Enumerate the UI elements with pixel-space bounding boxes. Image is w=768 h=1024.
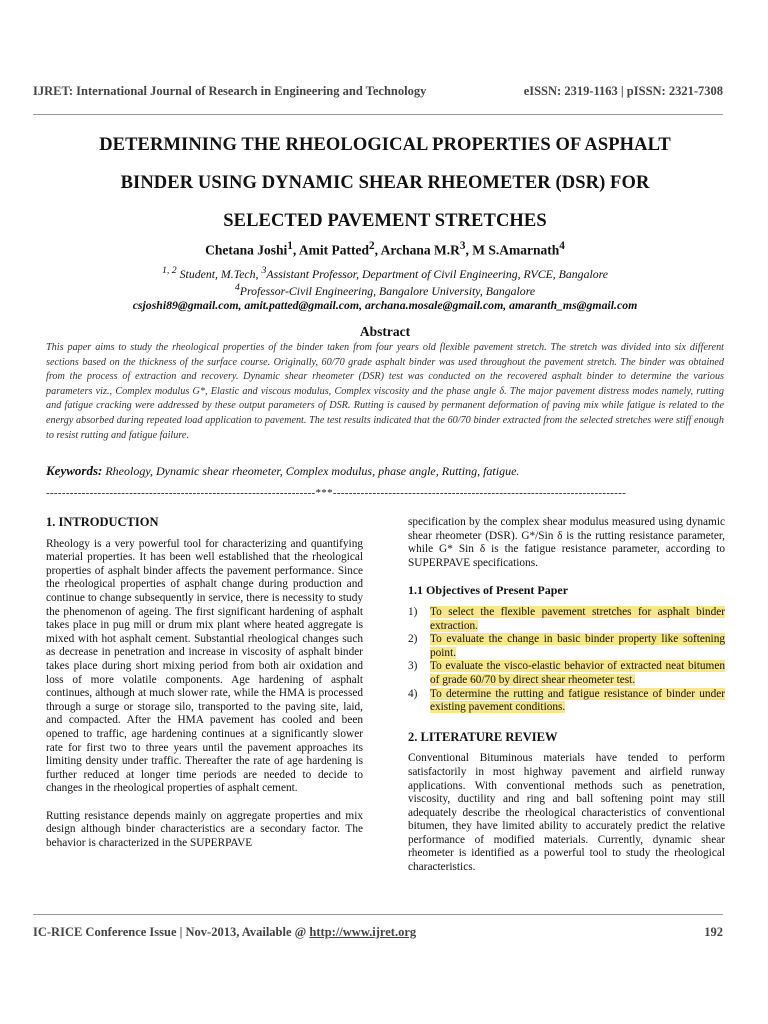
footer-rule [33, 914, 723, 915]
literature-heading: 2. LITERATURE REVIEW [408, 729, 558, 744]
footer-text: IC-RICE Conference Issue | Nov-2013, Available @ http://www.ijret.org [33, 925, 417, 939]
journal-name: IJRET: International Journal of Research in Engineering and Technology [33, 84, 427, 98]
abstract-text: This paper aims to study the rheological properties of the binder taken from four years old flexible pavement stretch. The stretch was divided into six different sections based on the thickness of the surface course. Originally, 60/70 grade asphalt binder was used throughout the pavement stretch. The binder was obtained from the process of extraction and recovery. Dynamic shear rheometer (DSR) test was conducted on the recovered asphalt binder to determine the various parameters viz., Complex modulus G*, Elastic and viscous modulus, Complex viscosity and the phase angle δ. The major pavement distress modes namely, rutting and fatigue cracking were addressed by these output parameters of DSR. Rutting is caused by permanent deformation of paving mix while fatigue is related to the energy absorbed during repeated load application to pavement. The test results indicated that the 60/70 binder extracted from the selected stretches were stiff enough to resist rutting and fatigue failure. [46, 342, 724, 441]
intro-paragraph-3: specification by the complex shear modulus measured using dynamic shear rheometer (DSR). G*/Sin δ is the rutting resistance parameter, while G* Sin δ is the fatigue resistance parameter, according to SUPERPAVE specifications. [408, 516, 725, 569]
author-4: M S.Amarnath [472, 242, 560, 258]
issn: eISSN: 2319-1163 | pISSN: 2321-7308 [523, 84, 723, 98]
objectives-heading: 1.1 Objectives of Present Paper [408, 583, 569, 598]
keywords-text: Rheology, Dynamic shear rheometer, Complex modulus, phase angle, Rutting, fatigue. [102, 464, 520, 478]
abstract-heading: Abstract [359, 324, 411, 339]
left-column [46, 516, 363, 865]
author-list: Chetana Joshi$^1$, Amit Patted$^2$, Archana $M.R^3$, M S.Amarnath$^4$ [205, 240, 565, 258]
author-3: Archana M.R [380, 242, 460, 258]
literature-paragraph-1: Conventional Bituminous materials have tended to perform satisfactorily in most highway pavement and airfield runway applications. With conventional methods such as penetration, viscosity, ductility and ring and ball softening point may still adequately describe the rheological characteristics of conventional bitumen, they have limited ability to accurately predict the relative performance of modified materials. Currently, dynamic shear rheometer is identified as a powerful tool to study the rheological characteristics. [408, 752, 725, 874]
objective-item: 2) To evaluate the change in basic binder property like softening point. [408, 633, 725, 659]
right-column [408, 516, 725, 889]
title-line-3: SELECTED PAVEMENT STRETCHES [223, 211, 547, 231]
author-2: Amit Patted [298, 242, 369, 258]
section-separator: --------------------------------------------------------------------***-------------------------------------------------------------------------- [46, 487, 627, 499]
affiliation-line-1: $^{1, 2}$ Student, M.Tech, $^3$Assistant Professor, Department of Civil Engineering, RVCE, Bangalore [161, 265, 609, 281]
objective-item: 4) To determine the rutting and fatigue resistance of binder under existing pavement conditions. [408, 687, 725, 714]
intro-paragraph-2: Rutting resistance depends mainly on aggregate properties and mix design although binder characteristics are a secondary factor. The behavior is characterized in the SUPERPAVE [46, 809, 363, 850]
title-line-2: BINDER USING DYNAMIC SHEAR RHEOMETER (DSR) FOR [120, 173, 650, 193]
journal-website-link[interactable]: http://www.ijret.org [309, 925, 417, 939]
running-header [33, 84, 723, 99]
title-line-1: DETERMINING THE RHEOLOGICAL PROPERTIES OF ASPHALT [99, 135, 671, 155]
keywords-label: Keywords: [46, 463, 103, 478]
intro-heading: 1. INTRODUCTION [46, 515, 159, 529]
affiliations [40, 264, 730, 312]
author-1: Chetana Joshi [205, 242, 288, 258]
objective-item: 1) To select the flexible pavement stretches for asphalt binder extraction. [408, 605, 725, 632]
paper-title [40, 126, 730, 240]
intro-paragraph-1: Rheology is a very powerful tool for characterizing and quantifying material properties. It has been well established that the rheological properties of asphalt binder affects the pavement performance. Since the rheological properties of asphalt change during production and continue to change subsequently in service, there is necessity to study the phenomenon of ageing. The first significant hardening of asphalt takes place in pug mill or drum mix plant where heated aggregate is mixed with hot asphalt cement. Substantial rheological changes such as decrease in penetration and increase in viscosity of asphalt binder takes place during short mixing period from both air oxidation and loss of more volatile components. Age hardening of asphalt continues, although at much slower rate, while the HMA is processed through a surge or storage silo, transported to the paving site, laid, and compacted. After the HMA pavement has cooled and been opened to traffic, age hardening continues at a significantly slower rate for first two to three years until the pavement approaches its limiting density under traffic. Thereafter the rate of age hardening is further reduced at longer time periods are needed to decide to changes in the rheological properties of asphalt cement. [46, 537, 363, 795]
objectives-list [408, 606, 725, 715]
affiliation-line-2: $^4$Professor-Civil Engineering, Bangalore University, Bangalore [234, 282, 536, 299]
header-rule [33, 114, 723, 115]
objective-item: 3) To evaluate the visco-elastic behavior of extracted neat bitumen of grade 60/70 by direct shear rheometer test. [408, 660, 725, 686]
author-emails: csjoshi89@gmail.com, amit.patted@gmail.com, archana.mosale@gmail.com, amaranth_ms@gmail.com [132, 297, 638, 312]
running-footer [33, 925, 723, 940]
keywords [46, 463, 724, 479]
page-number: 192 [704, 925, 723, 939]
